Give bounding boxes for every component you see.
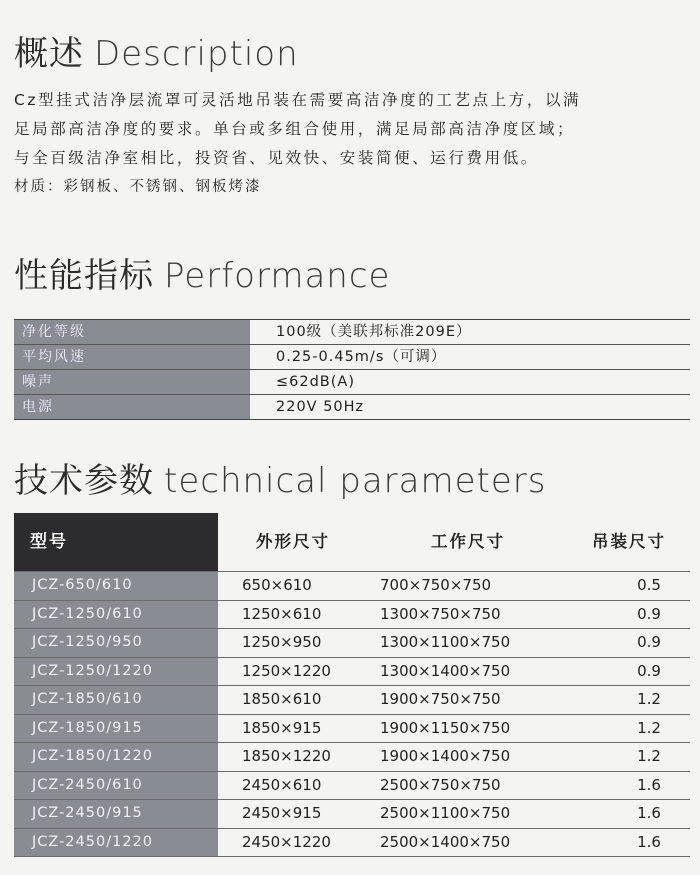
performance-value: 0.25-0.45m/s（可调） bbox=[276, 349, 447, 365]
technical-heading bbox=[14, 461, 546, 501]
description-line: Cz型挂式洁净层流罩可灵活地吊装在需要高洁净度的工艺点上方，以满 bbox=[14, 91, 582, 109]
working-size-cell: 1900×750×750 bbox=[380, 690, 501, 708]
technical-header-row bbox=[14, 513, 690, 571]
hanging-size-cell: 1.6 bbox=[637, 804, 661, 822]
model-cell: JCZ-650/610 bbox=[14, 572, 218, 600]
technical-title-zh: 技术参数 bbox=[14, 461, 154, 501]
header-working-size: 工作尺寸 bbox=[431, 532, 505, 551]
description-heading bbox=[14, 34, 299, 74]
table-row bbox=[14, 743, 690, 772]
outer-size-cell: 2450×1220 bbox=[242, 832, 331, 851]
hanging-size-cell: 1.2 bbox=[637, 690, 661, 708]
outer-size-cell: 2450×915 bbox=[242, 804, 322, 822]
outer-size-cell: 1850×915 bbox=[242, 718, 322, 737]
description-line: 足局部高洁净度的要求。单台或多组合使用，满足局部高洁净度区域； bbox=[14, 120, 576, 138]
description-material-line: 材质：彩钢板、不锈钢、钢板烤漆 bbox=[14, 179, 262, 195]
description-title-zh: 概述 bbox=[14, 34, 84, 74]
description-title-en: Description bbox=[94, 34, 299, 74]
working-size-cell: 1300×1400×750 bbox=[380, 661, 511, 680]
technical-title-en: technical parameters bbox=[164, 461, 547, 501]
table-row bbox=[14, 772, 690, 801]
table-row bbox=[14, 686, 690, 715]
hanging-size-cell: 1.6 bbox=[637, 832, 661, 851]
performance-value: ≤62dB(A) bbox=[276, 374, 355, 390]
technical-table bbox=[14, 513, 690, 857]
hanging-size-cell: 0.5 bbox=[637, 576, 661, 594]
table-row bbox=[14, 829, 690, 858]
description-text bbox=[14, 86, 686, 202]
hanging-size-cell: 0.9 bbox=[637, 661, 661, 680]
header-hanging-size: 吊装尺寸 bbox=[592, 532, 666, 551]
header-outer-size: 外形尺寸 bbox=[256, 532, 330, 551]
hanging-size-cell: 0.9 bbox=[637, 633, 661, 651]
working-size-cell: 1300×750×750 bbox=[380, 604, 501, 623]
performance-heading bbox=[14, 256, 390, 296]
hanging-size-cell: 1.2 bbox=[637, 718, 661, 737]
outer-size-cell: 1850×1220 bbox=[242, 747, 331, 765]
model-cell: JCZ-1850/915 bbox=[14, 715, 218, 743]
hanging-size-cell: 1.2 bbox=[637, 747, 661, 765]
working-size-cell: 2500×1100×750 bbox=[380, 804, 511, 822]
description-line: 与全百级洁净室相比，投资省、见效快、安装简便、运行费用低。 bbox=[14, 149, 539, 167]
model-cell: JCZ-1850/610 bbox=[14, 686, 218, 714]
performance-label: 平均风速 bbox=[14, 345, 250, 369]
technical-rows bbox=[14, 571, 690, 857]
header-model: 型号 bbox=[14, 513, 218, 571]
table-row bbox=[14, 715, 690, 744]
model-cell: JCZ-2450/1220 bbox=[14, 829, 218, 857]
performance-label: 净化等级 bbox=[14, 320, 250, 344]
performance-value: 100级（美联邦标准209E） bbox=[276, 324, 472, 340]
working-size-cell: 1300×1100×750 bbox=[380, 633, 511, 651]
outer-size-cell: 650×610 bbox=[242, 576, 312, 594]
performance-row bbox=[14, 395, 690, 419]
model-cell: JCZ-1250/610 bbox=[14, 601, 218, 629]
outer-size-cell: 1250×950 bbox=[242, 633, 322, 651]
hanging-size-cell: 0.9 bbox=[637, 604, 661, 623]
model-cell: JCZ-2450/915 bbox=[14, 800, 218, 828]
performance-title-zh: 性能指标 bbox=[14, 256, 154, 296]
table-row bbox=[14, 601, 690, 630]
working-size-cell: 700×750×750 bbox=[380, 576, 492, 594]
model-cell: JCZ-1850/1220 bbox=[14, 743, 218, 771]
performance-table bbox=[14, 319, 690, 420]
hanging-size-cell: 1.6 bbox=[637, 775, 661, 794]
outer-size-cell: 1250×1220 bbox=[242, 661, 331, 680]
outer-size-cell: 2450×610 bbox=[242, 775, 322, 794]
outer-size-cell: 1250×610 bbox=[242, 604, 322, 623]
performance-label: 噪声 bbox=[14, 370, 250, 394]
outer-size-cell: 1850×610 bbox=[242, 690, 322, 708]
performance-row bbox=[14, 370, 690, 395]
model-cell: JCZ-2450/610 bbox=[14, 772, 218, 800]
working-size-cell: 2500×1400×750 bbox=[380, 832, 511, 851]
model-cell: JCZ-1250/1220 bbox=[14, 658, 218, 686]
working-size-cell: 1900×1400×750 bbox=[380, 747, 511, 765]
table-row bbox=[14, 629, 690, 658]
performance-value: 220V 50Hz bbox=[276, 399, 365, 415]
performance-title-en: Performance bbox=[164, 256, 391, 296]
table-row bbox=[14, 800, 690, 829]
working-size-cell: 2500×750×750 bbox=[380, 775, 501, 794]
model-cell: JCZ-1250/950 bbox=[14, 629, 218, 657]
performance-row bbox=[14, 320, 690, 345]
working-size-cell: 1900×1150×750 bbox=[380, 718, 511, 737]
table-row bbox=[14, 572, 690, 601]
table-row bbox=[14, 658, 690, 687]
performance-row bbox=[14, 345, 690, 370]
performance-label: 电源 bbox=[14, 395, 250, 419]
